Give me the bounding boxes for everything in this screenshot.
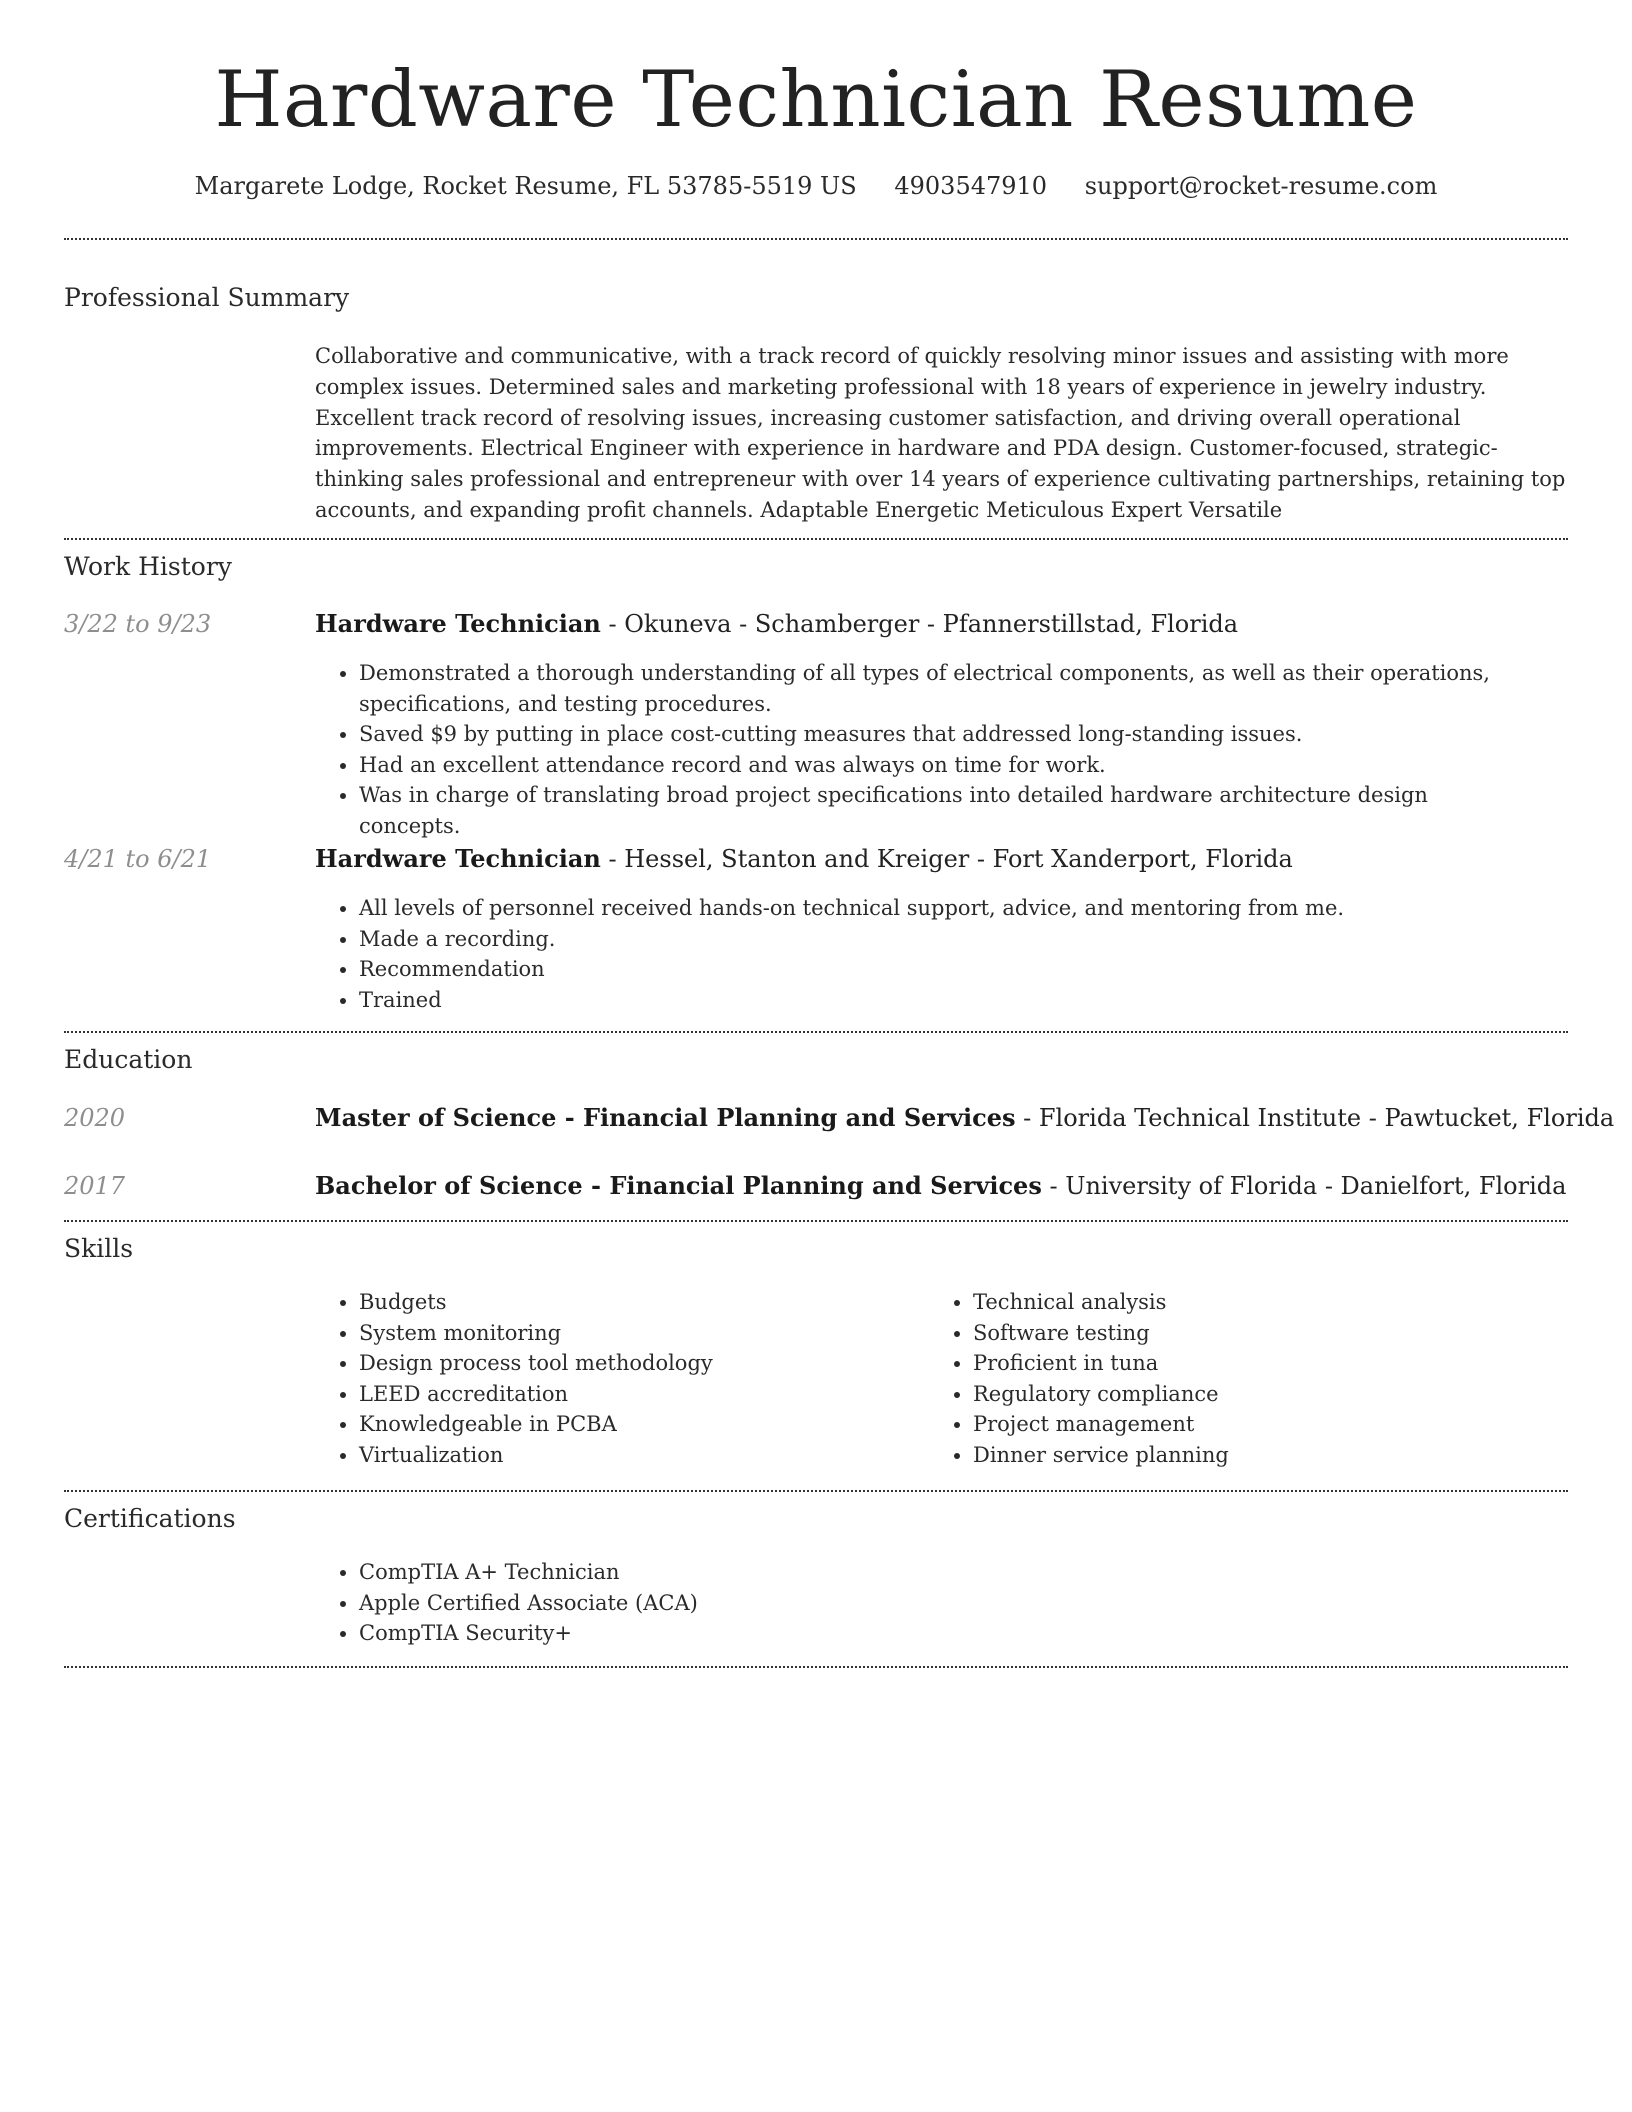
- section-heading-summary: Professional Summary: [64, 283, 350, 312]
- section-heading-skills: Skills: [64, 1234, 134, 1263]
- job-role: Hardware Technician: [315, 609, 601, 638]
- education-degree: Bachelor of Science - Financial Planning and Services: [315, 1171, 1042, 1200]
- divider: [64, 538, 1568, 540]
- education-year: 2017: [64, 1172, 126, 1200]
- list-item: • CompTIA A+ Technician: [359, 1557, 1159, 1588]
- certifications-list: [315, 1557, 1159, 1649]
- list-item: • All levels of personnel received hands-on technical support, advice, and mentoring from me.: [359, 893, 1509, 924]
- list-item: • Made a recording.: [359, 924, 1509, 955]
- skills-list-right: [929, 1287, 1533, 1471]
- list-item: • Knowledgeable in PCBA: [359, 1409, 919, 1440]
- list-item: • Virtualization: [359, 1440, 919, 1471]
- list-item: • Saved $9 by putting in place cost-cutting measures that addressed long-standing issues.: [359, 719, 1509, 750]
- list-item: • Proficient in tuna: [973, 1348, 1533, 1379]
- section-heading-work-history: Work History: [64, 552, 232, 581]
- education-degree: Master of Science - Financial Planning and Services: [315, 1103, 1016, 1132]
- list-item: • Trained: [359, 985, 1509, 1016]
- section-heading-education: Education: [64, 1045, 193, 1074]
- section-heading-certifications: Certifications: [64, 1504, 236, 1533]
- job-dates: 4/21 to 6/21: [64, 845, 212, 873]
- education-entry: [315, 1170, 1566, 1202]
- education-year: 2020: [64, 1104, 126, 1132]
- list-item: • Design process tool methodology: [359, 1348, 919, 1379]
- resume-title: Hardware Technician Resume: [214, 55, 1418, 145]
- contact-address: Margarete Lodge, Rocket Resume, FL 53785-5519 US: [194, 172, 857, 200]
- job-role: Hardware Technician: [315, 844, 601, 873]
- job-employer: - Okuneva - Schamberger - Pfannerstillstad, Florida: [600, 610, 1239, 638]
- job-bullets: [315, 893, 1509, 1015]
- divider: [64, 1220, 1568, 1222]
- list-item: • CompTIA Security+: [359, 1618, 1159, 1649]
- list-item: • Dinner service planning: [973, 1440, 1533, 1471]
- job-title: [315, 843, 1293, 875]
- list-item: • Project management: [973, 1409, 1533, 1440]
- list-item: • Demonstrated a thorough understanding of all types of electrical components, as well as their operations, specifications, and testing procedures.: [359, 658, 1509, 719]
- summary-text: Collaborative and communicative, with a track record of quickly resolving minor issues and assisting with more complex issues. Determined sales and marketing professional with 18 years of experience in jewelry industry. Excellent track record of resolving issues, increasing customer satisfaction, and driving overall operational improvements. Electrical Engineer with experience in hardware and PDA design. Customer-focused, strategic-thinking sales professional and entrepreneur with over 14 years of experience cultivating partnerships, retaining top accounts, and expanding profit channels. Adaptable Energetic Meticulous Expert Versatile: [315, 344, 1566, 522]
- education-school: - University of Florida - Danielfort, Florida: [1041, 1172, 1567, 1200]
- list-item: • Budgets: [359, 1287, 919, 1318]
- contact-line: [0, 170, 1632, 202]
- list-item: • Software testing: [973, 1318, 1533, 1349]
- list-item: • Had an excellent attendance record and was always on time for work.: [359, 750, 1509, 781]
- list-item: • Recommendation: [359, 954, 1509, 985]
- divider: [64, 1490, 1568, 1492]
- contact-phone: 4903547910: [894, 172, 1048, 200]
- education-entry: [315, 1102, 1614, 1134]
- list-item: • Was in charge of translating broad project specifications into detailed hardware architecture design concepts.: [359, 780, 1509, 841]
- contact-email: support@rocket-resume.com: [1084, 172, 1438, 200]
- job-title: [315, 608, 1238, 640]
- education-school: - Florida Technical Institute - Pawtucket, Florida: [1015, 1104, 1615, 1132]
- divider: [64, 1031, 1568, 1033]
- divider: [64, 1666, 1568, 1668]
- divider: [64, 238, 1568, 240]
- list-item: • Apple Certified Associate (ACA): [359, 1588, 1159, 1619]
- list-item: • System monitoring: [359, 1318, 919, 1349]
- list-item: • Regulatory compliance: [973, 1379, 1533, 1410]
- list-item: • LEED accreditation: [359, 1379, 919, 1410]
- list-item: • Technical analysis: [973, 1287, 1533, 1318]
- job-bullets: [315, 658, 1509, 842]
- skills-list-left: [315, 1287, 919, 1471]
- job-dates: 3/22 to 9/23: [64, 610, 212, 638]
- job-employer: - Hessel, Stanton and Kreiger - Fort Xanderport, Florida: [600, 845, 1293, 873]
